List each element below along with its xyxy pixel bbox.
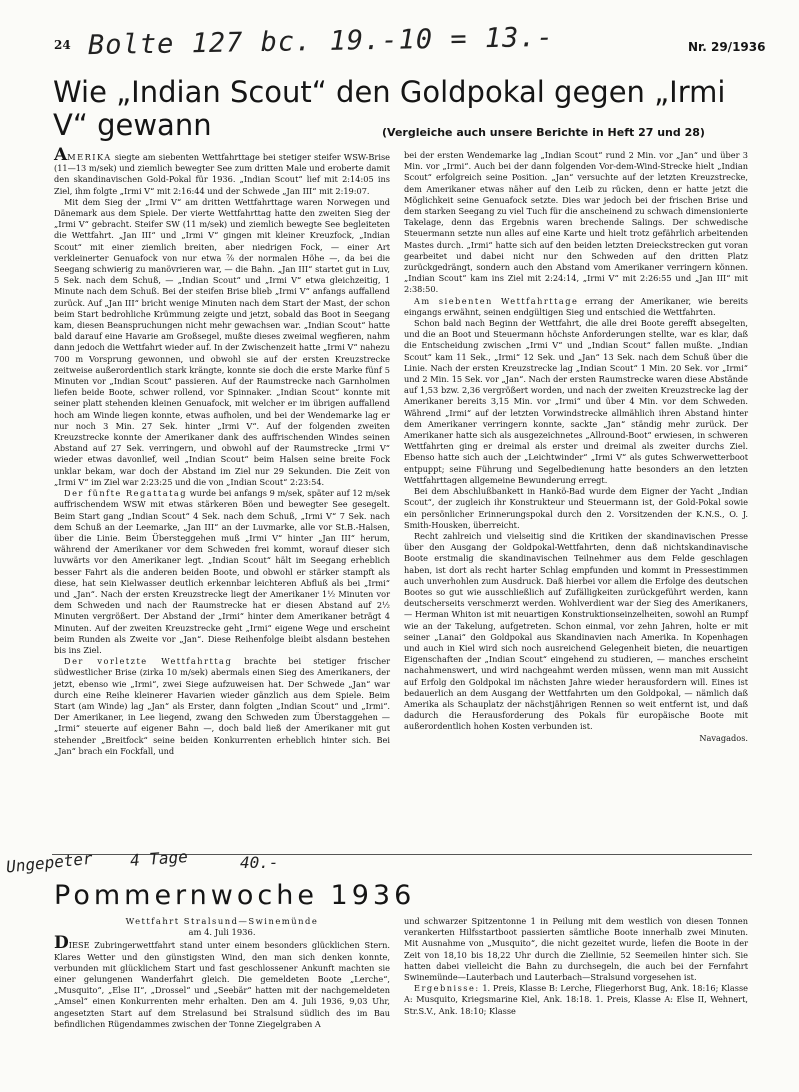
paragraph: Der fünfte Regattatag wurde bei anfangs 9 m/sek, später auf 12 m/sek auffrischendem WSW mit etwas stärkeren Böen und bewegter See gesegelt. Beim Start gang „Indian Scout“ 4 Sek. nach dem Schuß, „Irmi V“ 7 Sek. nach dem Schuß an der Leemarke, „Jan III“ an der Luvmarke, alle vor St.B.-Halsen, über die Linie. Beim Übersteggehen muß „Irmi V“ hinter „Jan III“ herum, während der Amerikaner vor dem Schweden frei kommt, worauf dieser sich luvwärts vor den Amerikaner legt. „Indian Scout“ hält im Seegang erheblich besser Fahrt als die anderen beiden Boote, und obwohl er stärker stampft als diese, hat sein Kielwasser deutlich erkennbar leichteren Abfluß als bei „Irmi“ und „Jan“. Nach der ersten Kreuzstrecke liegt der Amerikaner 1½ Minuten vor dem Schweden und nach der Raumstrecke hat er diesen Abstand auf 2½ Minuten vergrößert. Der Abstand der „Irmi“ hinter dem Amerikaner beträgt 4 Minuten. Auf der zweiten Kreuzstrecke geht „Irmi“ eigene Wege und erscheint beim Runden als Zweite vor „Jan“. Diese Reihenfolge bleibt alsdann bestehen bis ins Ziel.: [54, 488, 390, 655]
article-title: Wie „Indian Scout“ den Goldpokal gegen „Irmi V“ gewann: [53, 75, 726, 142]
page-number: 24: [54, 38, 71, 52]
paragraph: Der vorletzte Wettfahrttag brachte bei stetiger frischer südwestlicher Brise (zirka 10 m/sek) abermals einen Sieg des Amerikaners, der jetzt, ebenso wie „Irmi“, zwei Siege aufzuweisen hat. Der Schwede „Jan“ war durch eine Reihe kleinerer Havarien wieder gänzlich aus dem Spiele. Beim Start (am Winde) lag „Jan“ als Erster, dann folgten „Indian Scout“ und „Irmi“. Der Amerikaner, in Lee liegend, zwang den Schweden zum Überstaggehen — „Irmi“ steuerte auf eigener Bahn —, doch bald ließ der Amerikaner mit gut stehender „Breitfock“ seine beiden Konkurrenten erheblich hinter sich. Bei „Jan“ brach ein Fockfall, und: [54, 656, 390, 756]
paragraph: Am siebenten Wettfahrttage errang der Amerikaner, wie bereits eingangs erwähnt, seinen endgültigen Sieg und entschied die Wettfahrten.: [404, 295, 748, 317]
author-signature: Navagados.: [699, 732, 748, 743]
paragraph: DIESE Zubringerwettfahrt stand unter einem besonders glücklichen Stern. Klares Wetter und den günstigsten Wind, den man sich denken konnte, verbunden mit glücklichem Start und fast geschlossener Ankunft machten sie einer gelungenen Wanderfahrt gleich. Die gemeldeten Boote „Lerche“, „Musquito“, „Else II“, „Drossel“ und „Seebär“ hatten mit der nachgemeldeten „Amsel“ einen Konkurrenten mehr erhalten. Den am 4. Juli 1936, 9,03 Uhr, angesetzten Start auf dem Strelasund bei Stralsund südlich des im Bau befindlichen Rügendammes zwischen der Tonne Ziegelgraben A: [54, 933, 390, 1029]
handwritten-stamp: Ungepeter: [5, 848, 94, 877]
paragraph: Mit dem Sieg der „Irmi V“ am dritten Wettfahrttage waren Norwegen und Dänemark aus dem Spiele. Der vierte Wettfahrttag hatte den zweiten Sieg der „Irmi V“ gebracht. Steifer SW (11 m/sek) und ziemlich bewegte See begleiteten die Wettfahrt. „Jan III“ und „Irmi V“ gingen mit kleiner Kreuzfock, „Indian Scout“ mit einer ziemlich breiten, aber niedrigen Fock, — einer Art verkleinerter Genuafock von nur etwa ⅞ der normalen Höhe —, da bei die Seegang schwierig zu manövrieren war, — die Bahn. „Jan III“ startet gut in Luv, 5 Sek. nach dem Schuß, — „Indian Scout“ und „Irmi V“ etwa gleichzeitig, 1 Minute nach dem Schuß. Bei der steifen Brise blieb „Irmi V“ anfangs auffallend zurück. Auf „Jan III“ bricht wenige Minuten nach dem Start der Mast, der schon beim Start bedrohliche Krümmung zeigte und jetzt, sobald das Boot in Seegang kam, diesen Beanspruchungen nicht mehr gewachsen war. „Indian Scout“ hatte bald darauf eine Havarie am Großsegel, mußte dieses zweimal wegfieren, nahm dann jedoch die Wettfahrt wieder auf. In der Zwischenzeit hatte „Irmi V“ nahezu 700 m Vorsprung gewonnen, und obwohl sie auf der ersten Kreuzstrecke zeitweise außerordentlich stark krängte, konnte sie doch die erste Marke fünf 5 Minuten vor „Indian Scout“ passieren. Auf der Raumstrecke nach Garnholmen liefen beide Boote, schwer rollend, vor Spinnaker. „Indian Scout“ konnte mit seiner platt stehenden kleinen Genuafock, mit welcher er im übrigen auffallend hoch am Winde liegen konnte, etwas aufholen, und bei der Wendemarke lag er nur noch 3 Min. 27 Sek. hinter „Irmi V“. Auf der folgenden zweiten Kreuzstrecke konnte der Amerikaner dank des auffrischenden Windes seinen Abstand auf 27 Sek. verringern, und obwohl auf der Raumstrecke „Irmi V“ wieder etwas davonlief, weil „Indian Scout“ beim Halsen seine breite Fock unklar bekam, war doch der Abstand im Ziel nur 29 Sekunden. Die Zeit von „Irmi V“ im Ziel war 2:23:25 und die von „Indian Scout“ 2:23:54.: [54, 196, 390, 487]
handwritten-stamp: 4 Tage: [129, 847, 189, 870]
handwritten-annotation: Bolte 127 bc. 19.-10 = 13.-: [87, 21, 555, 62]
issue-number: Nr. 29/1936: [688, 40, 766, 54]
paragraph: AMERIKA siegte am siebenten Wettfahrttage bei stetiger steifer WSW-Brise (11—13 m/sek) und ziemlich bewegter See zum dritten Male und eroberte damit den skandinavischen Gold-Pokal für 1936. „Indian Scout“ lief mit 2:14:05 ins Ziel, ihm folgte „Irmi V“ mit 2:16:44 und der Schwede „Jan III“ mit 2:19:07.: [54, 145, 390, 196]
paragraph: bei der ersten Wendemarke lag „Indian Scout“ rund 2 Min. vor „Jan“ und über 3 Min. vor „Irmi“. Auch bei der dann folgenden Vor-dem-Wind-Strecke hielt „Indian Scout“ erfolgreich seine Position. „Jan“ versuchte auf der letzten Kreuzstrecke, dem Amerikaner etwas näher auf den Leib zu rücken, denn er hatte jetzt die Möglichkeit seine Genuafock setzte. Dies war jedoch bei der frischen Brise und dem starken Seegang zu viel Tuch für die anscheinend zu schwach dimensionierte Takelage, denn das Ergebnis waren brechende Salings. Der schwedische Steuermann setzte nun alles auf eine Karte und hielt trotz gefährlich arbeitenden Mastes durch. „Irmi“ hatte sich auf den beiden letzten Dreieckstrecken gut voran gearbeitet und dabei nicht nur den Schweden auf den dritten Platz zurückgedrängt, sondern auch den Abstand vom Amerikaner verringern können. „Indian Scout“ kam ins Ziel mit 2:24:14, „Irmi V“ mit 2:26:55 und „Jan III“ mit 2:38:50.: [404, 150, 748, 295]
paragraph: und schwarzer Spitzentonne 1 in Peilung mit dem westlich von diesen Tonnen verankerten Hilfsstartboot passierten sämtliche Boote innerhalb zwei Minuten. Mit Ausnahme von „Musquito“, die nicht gezeitet wurde, liefen die Boote in der Zeit von 18,10 bis 18,22 Uhr durch die Ziellinie, 52 Seemeilen hinter sich. Sie hatten dabei vielleicht die Bahn zu durchsegeln, die auch bei der Fernfahrt Swinemünde—Lauterbach und Lauterbach—Stralsund vorgesehen ist.: [404, 916, 748, 983]
article-column-left: [54, 145, 390, 757]
article-subtitle: (Vergleiche auch unsere Berichte in Heft 27 und 28): [382, 126, 705, 139]
paragraph: Ergebnisse: 1. Preis, Klasse B: Lerche, Fliegerhorst Bug, Ank. 18:16; Klasse A: Musquito, Kriegsmarine Kiel, Ank. 18:18. 1. Preis, Klasse A: Else II, Wehnert, Str.S.V., Ank. 18:10; Klasse: [404, 983, 748, 1016]
article-column-left: [54, 916, 390, 1030]
article-column-right: [404, 150, 748, 744]
paragraph: Recht zahlreich und vielseitig sind die Kritiken der skandinavischen Presse über den Ausgang der Goldpokal-Wettfahrten, denn daß nichtskandinavische Boote erstmalig die skandinavischen Teilnehmer aus dem Felde geschlagen haben, ist dort als recht harter Schlag empfunden und kommt in Pressestimmen auch unverhohlen zum Ausdruck. Daß hierbei vor allem die Erfolge des deutschen Bootes so gut wie ausschließlich auf Zufälligkeiten zurückgeführt werden, kann deutscherseits verschmerzt werden. Wohlverdient war der Sieg des Amerikaners, — Herman Whiton ist mit neuartigen Konstruktionseinzelheiten, sowohl an Rumpf wie an der Takelung, aufgetreten. Schon einmal, vor zehn Jahren, holte er mit seiner „Lanai“ den Goldpokal aus Skandinavien nach Amerika. In Kopenhagen und auch in Kiel wird sich noch ausreichend Gelegenheit bieten, die neuartigen Eigenschaften der „Indian Scout“ eingehend zu studieren, — manches erscheint nachahmenswert, und wird nachgeahmt werden müssen, wenn man mit Aussicht auf Erfolg den Goldpokal im nächsten Jahre wieder herausfordern will. Eines ist bedauerlich an dem Ausgang der Wettfahrten um den Goldpokal, — nämlich daß Amerika als Schauplatz der nächstjährigen Rennen so weit entfernt ist, und daß dadurch die Herausforderung des Pokals für europäische Boote mit außerordentlich hohen Kosten verbunden ist.: [404, 530, 748, 732]
article-column-right: [404, 916, 748, 1017]
paragraph: Bei dem Abschlußbankett in Hankö-Bad wurde dem Eigner der Yacht „Indian Scout“, der zugleich ihr Konstrukteur und Steuermann ist, der Gold-Pokal sowie ein persönlicher Erinnerungspokal durch den 2. Vorsitzenden der K.N.S., O. J. Smith-Housken, überreicht.: [404, 486, 748, 530]
section-heading: Wettfahrt Stralsund—Swinemünde: [125, 916, 319, 926]
paragraph: Schon bald nach Beginn der Wettfahrt, die alle drei Boote gerefft absegelten, und die an Boot und Steuermann höchste Anforderungen stellte, war es klar, daß die Entscheidung zwischen „Irmi V“ und „Indian Scout“ fallen mußte. „Indian Scout“ kam 11 Sek., „Irmi“ 12 Sek. und „Jan“ 13 Sek. nach dem Schuß über die Linie. Nach der ersten Kreuzstrecke lag „Indian Scout“ 1 Min. 20 Sek. vor „Irmi“ und 2 Min. 15 Sek. vor „Jan“. Nach der ersten Raumstrecke waren diese Abstände auf 1,53 bzw. 2,36 vergrößert worden, und nach der zweiten Kreuzstrecke lag der Amerikaner bereits 3,15 Min. vor „Irmi“ und über 4 Min. vor dem Schweden. Während „Irmi“ auf der letzten Vorwindstrecke allmählich ihren Abstand hinter dem Amerikaner verringern konnte, sackte „Jan“ ständig mehr zurück. Der Amerikaner hatte sich als ausgezeichnetes „Allround-Boot“ erwiesen, in schweren Wettfahrten ging er dreimal als erster und dreimal als zweiter durchs Ziel. Ebenso hatte sich auch der „Leichtwinder“ „Irmi V“ als gutes Schwerwetterboot entpuppt; seine Führung und Segelbedienung hatte besonders an den letzten Wettfahrttagen allgemeine Bewunderung erregt.: [404, 318, 748, 485]
drop-cap: A: [54, 145, 68, 165]
drop-cap: D: [54, 933, 69, 954]
article-title: Pommernwoche 1936: [54, 880, 416, 911]
handwritten-stamp: 40.-: [240, 853, 279, 872]
section-heading: am 4. Juli 1936.: [188, 927, 256, 938]
